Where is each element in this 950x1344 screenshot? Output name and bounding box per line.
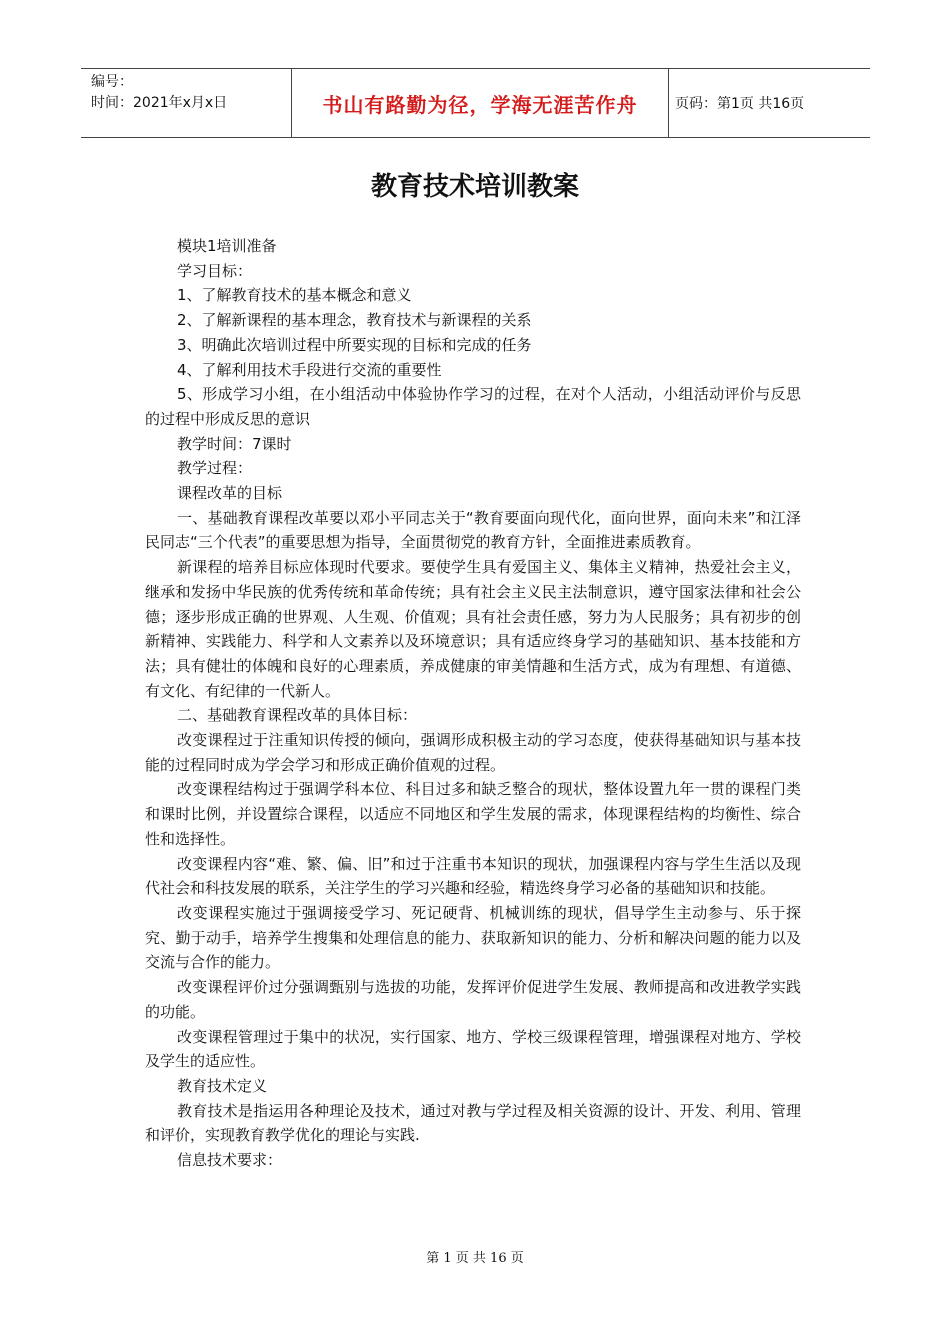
header-page-label: 页码：第1页 共16页 [675, 96, 805, 112]
body-paragraph: 教育技术定义 [177, 1076, 268, 1095]
body-paragraph: 新课程的培养目标应体现时代要求。要使学生具有爱国主义、集体主义精神，热爱社会主义，继承和发扬中华民族的优秀传统和革命传统；具有社会主义民主法制意识，遵守国家法律和社会公德；逐步形成正确的世界观、人生观、价值观；具有社会责任感，努力为人民服务；具有初步的创新精神、实践能力、科学和人文素养以及环境意识；具有适应终身学习的基础知识、基本技能和方法；具有健壮的体魄和良好的心理素质，养成健康的审美情趣和生活方式，成为有理想、有道德、有文化、有纪律的一代新人。 [145, 558, 801, 700]
body-paragraph: 5、形成学习小组，在小组活动中体验协作学习的过程，在对个人活动，小组活动评价与反思的过程中形成反思的意识 [145, 385, 801, 428]
header-motto: 书山有路勤为径，学海无涯苦作舟 [291, 69, 669, 137]
body-paragraph: 改变课程内容“难、繁、偏、旧”和过于注重书本知识的现状，加强课程内容与学生生活以及现代社会和科技发展的联系，关注学生的学习兴趣和经验，精选终身学习必备的基础知识和技能。 [145, 854, 801, 898]
body-paragraph: 课程改革的目标 [177, 484, 283, 503]
body-paragraph: 教学时间：7课时 [177, 434, 292, 453]
body-paragraph: 4、了解利用技术手段进行交流的重要性 [177, 360, 442, 379]
body-paragraph: 3、明确此次培训过程中所要实现的目标和完成的任务 [177, 335, 532, 354]
page-header [81, 68, 870, 138]
document-body [145, 234, 801, 1173]
body-paragraph: 1、了解教育技术的基本概念和意义 [177, 286, 412, 305]
body-paragraph: 改变课程实施过于强调接受学习、死记硬背、机械训练的现状，倡导学生主动参与、乐于探究、勤于动手，培养学生搜集和处理信息的能力、获取新知识的能力、分析和解决问题的能力以及交流与合作的能力。 [145, 903, 801, 972]
body-paragraph: 教学过程： [177, 459, 253, 478]
body-paragraph: 教育技术是指运用各种理论及技术，通过对教与学过程及相关资源的设计、开发、利用、管理和评价，实现教育教学优化的理论与实践. [145, 1101, 801, 1145]
body-paragraph: 2、了解新课程的基本理念，教育技术与新课程的关系 [177, 311, 532, 330]
header-meta [81, 69, 291, 137]
body-paragraph: 二、基础教育课程改革的具体目标： [177, 706, 418, 725]
body-paragraph: 改变课程过于注重知识传授的倾向，强调形成积极主动的学习态度，使获得基础知识与基本技能的过程同时成为学会学习和形成正确价值观的过程。 [145, 731, 801, 774]
serial-label: 编号： [91, 74, 133, 90]
page-footer: 第 1 页 共 16 页 [426, 1251, 524, 1266]
body-paragraph: 改变课程结构过于强调学科本位、科目过多和缺乏整合的现状，整体设置九年一贯的课程门类和课时比例，并设置综合课程，以适应不同地区和学生发展的需求，体现课程结构的均衡性、综合性和选择性。 [145, 780, 801, 848]
body-paragraph: 信息技术要求： [177, 1151, 283, 1170]
date-label: 时间：2021年x月x日 [91, 95, 228, 111]
body-paragraph: 改变课程评价过分强调甄别与选拔的功能，发挥评价促进学生发展、教师提高和改进教学实践的功能。 [145, 978, 801, 1021]
document-title: 教育技术培训教案 [370, 172, 579, 202]
body-paragraph: 学习目标： [177, 261, 253, 280]
body-paragraph: 模块1培训准备 [177, 237, 277, 255]
body-paragraph: 一、基础教育课程改革要以邓小平同志关于“教育要面向现代化，面向世界，面向未来”和江泽民同志“三个代表”的重要思想为指导，全面贯彻党的教育方针，全面推进素质教育。 [145, 508, 801, 552]
body-paragraph: 改变课程管理过于集中的状况，实行国家、地方、学校三级课程管理，增强课程对地方、学校及学生的适应性。 [145, 1027, 801, 1071]
